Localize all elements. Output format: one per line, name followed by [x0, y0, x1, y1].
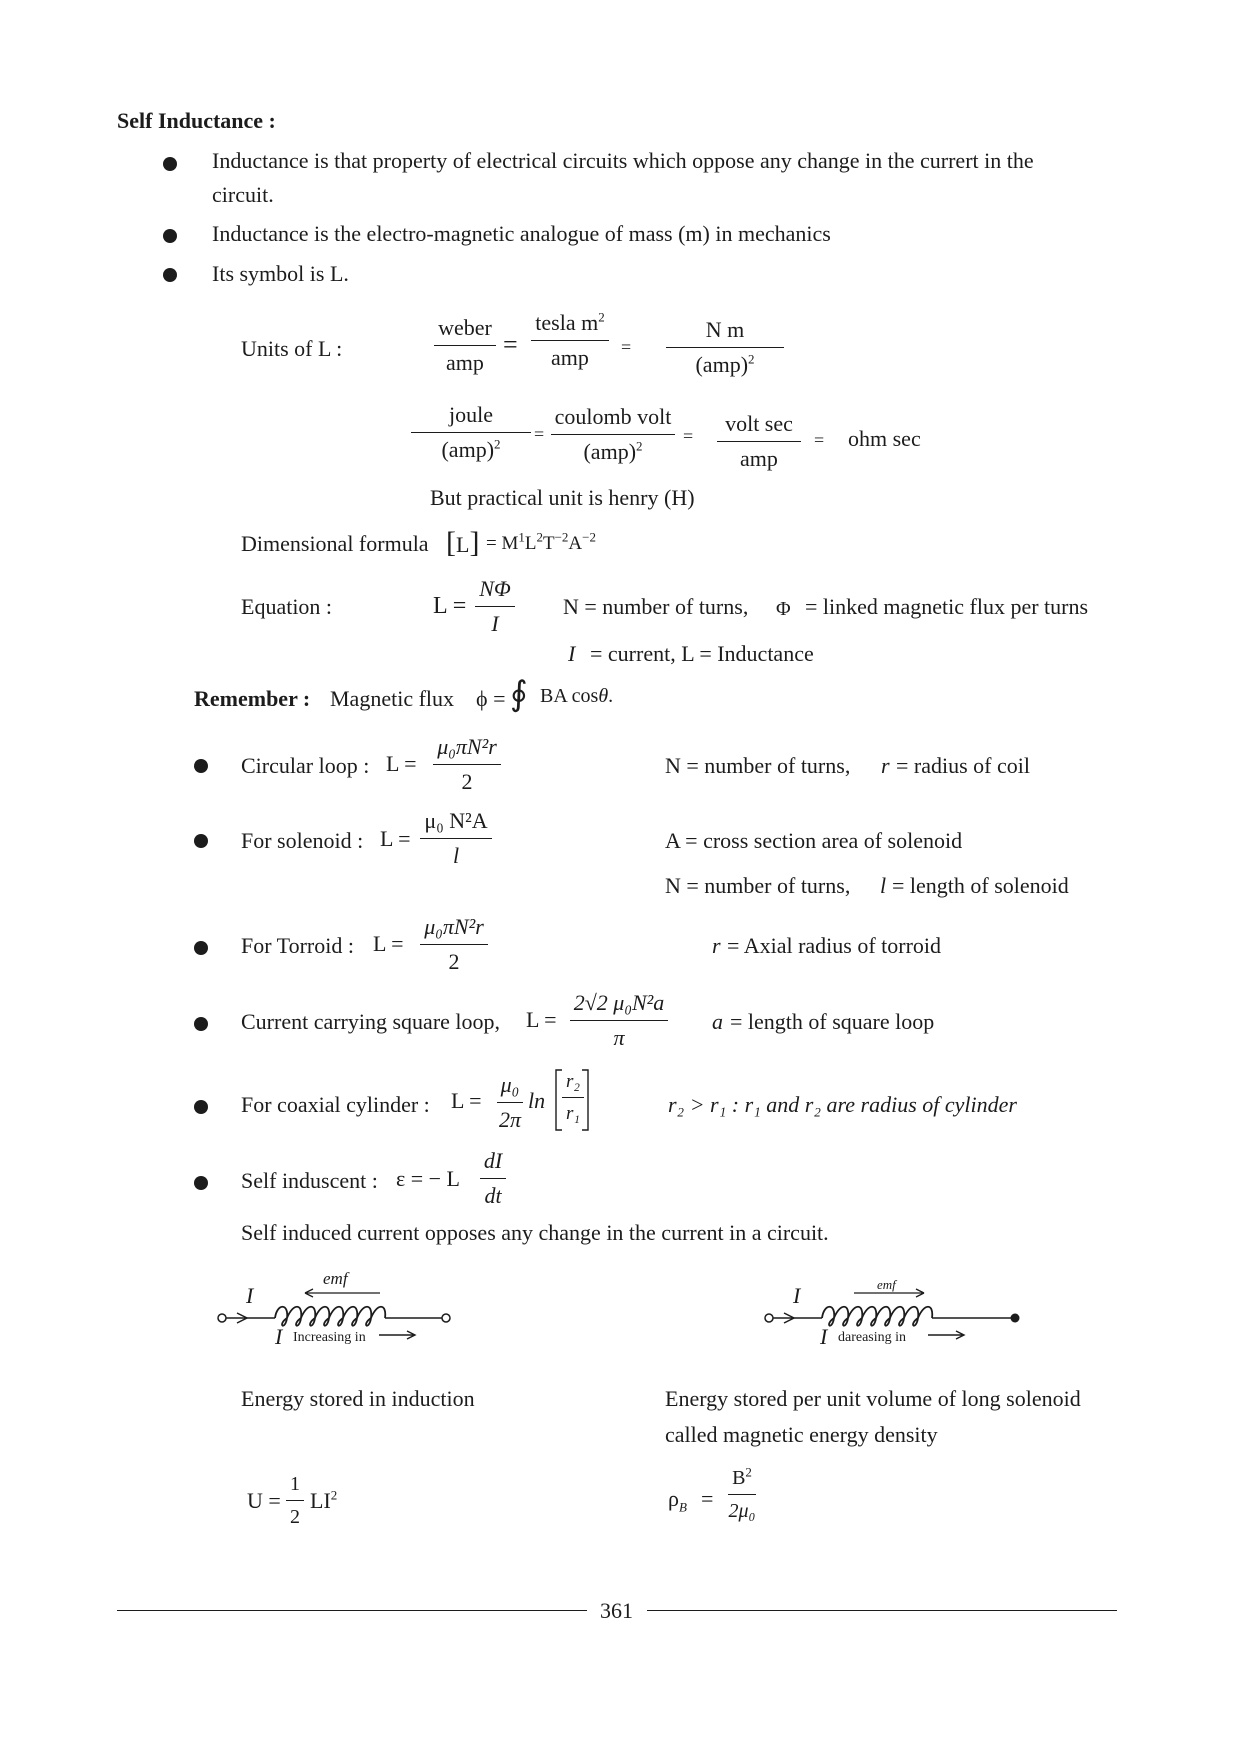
- energy-right-title-2: called magnetic energy density: [665, 1422, 938, 1447]
- frac-num: dI: [480, 1150, 506, 1179]
- frac-den: [437, 433, 504, 461]
- case-frac: [417, 810, 495, 867]
- frac-den: [691, 348, 758, 376]
- frac-num: μ₀ N²A: [420, 810, 491, 839]
- frac-den: [579, 435, 646, 463]
- bullet-dot: [194, 1017, 208, 1031]
- units-frac-weber: [432, 317, 498, 374]
- circuit-caption: dareasing in: [838, 1330, 907, 1345]
- case-note-b2: = length of solenoid: [892, 873, 1069, 898]
- energy-left-title: Energy stored in induction: [241, 1386, 475, 1411]
- bullet-dot: [163, 268, 177, 282]
- case-lhs: L =: [386, 751, 417, 776]
- equals-sign: =: [683, 426, 694, 446]
- sup: 2: [598, 309, 605, 325]
- energy-left-rhs: [310, 1487, 338, 1513]
- case-label: For coaxial cylinder :: [241, 1092, 430, 1117]
- case-note-2: = radius of coil: [896, 753, 1030, 778]
- practical-unit: But practical unit is henry (H): [430, 485, 695, 510]
- integral-symbol: ∮: [510, 676, 528, 713]
- frac-den: 2: [290, 1506, 300, 1528]
- case-frac: [475, 1150, 511, 1207]
- units-frac-nm: [666, 319, 784, 376]
- frac-num: μ₀πN²r: [420, 916, 488, 945]
- units-result: ohm sec: [848, 426, 921, 451]
- ln-symbol: ln: [528, 1088, 546, 1113]
- dot: .: [608, 685, 614, 707]
- case-lhs: L =: [380, 826, 411, 851]
- frac-num: N m: [666, 319, 785, 348]
- bullet-dot: [194, 1100, 208, 1114]
- amp-text: (amp): [583, 439, 637, 464]
- units-frac-joule: [411, 404, 531, 461]
- bracket-right: ]: [469, 526, 480, 559]
- dim-t: T: [542, 533, 555, 554]
- section-heading: Self Inductance :: [117, 108, 276, 133]
- case-frac: [491, 1074, 529, 1131]
- remember-label: Remember :: [194, 686, 311, 711]
- energy-left-frac: [283, 1474, 307, 1527]
- case-label: For Torroid :: [241, 933, 354, 958]
- bullet-dot: [194, 759, 208, 773]
- equation-legend-2: = current, L = Inductance: [590, 641, 814, 666]
- frac-num: joule: [411, 404, 531, 433]
- sup: −2: [582, 529, 596, 545]
- dim-lhs: L: [456, 532, 470, 557]
- frac-num: r₂: [562, 1072, 584, 1098]
- frac-num: μ₀: [497, 1074, 524, 1103]
- equation-legend-i: I: [568, 641, 576, 666]
- bullet-dot: [163, 229, 177, 243]
- li-text: LI: [310, 1488, 331, 1513]
- frac-den: π: [613, 1025, 625, 1050]
- frac-num: NΦ: [475, 578, 514, 607]
- tesla-text: tesla m: [535, 310, 599, 335]
- intro-bullet-1-cont: circuit.: [212, 182, 274, 207]
- units-frac-tesla: [528, 309, 612, 370]
- dimensional-label: Dimensional formula: [241, 531, 429, 556]
- case-label: Current carrying square loop,: [241, 1009, 501, 1034]
- sup: 2: [748, 351, 755, 367]
- frac-num: coulomb volt: [551, 406, 676, 435]
- equation-lhs: L =: [433, 593, 467, 619]
- case-note-a: a: [712, 1009, 723, 1034]
- frac-den: 2: [461, 769, 473, 794]
- circuit-caption-i: I: [820, 1324, 828, 1349]
- intro-bullet-2: Inductance is the electro-magnetic analogue of mass (m) in mechanics: [212, 221, 831, 246]
- case-frac: [410, 916, 498, 973]
- dimensional-rhs: [486, 529, 596, 554]
- equation-legend-1a: N = number of turns,: [563, 594, 749, 619]
- flux-expr: BA cos: [540, 685, 599, 707]
- sup: −2: [554, 529, 569, 545]
- dim-l: L: [524, 533, 537, 554]
- case-lhs: ε = − L: [396, 1166, 460, 1191]
- case-frac: [563, 992, 675, 1049]
- theta: θ: [598, 685, 609, 707]
- frac-den: dt: [484, 1183, 502, 1208]
- page-number: 361: [600, 1598, 633, 1623]
- frac-den: r₁: [566, 1103, 580, 1124]
- equals-sign: =: [814, 430, 825, 450]
- case-lhs: L =: [373, 931, 404, 956]
- case-note: N = number of turns,: [665, 753, 851, 778]
- circuit-caption: Increasing in: [293, 1330, 366, 1345]
- case-frac: [424, 736, 510, 793]
- sup: 2: [536, 529, 543, 545]
- circuit-caption-i: I: [275, 1324, 283, 1349]
- frac-den: amp: [740, 446, 778, 471]
- frac-den: amp: [446, 350, 484, 375]
- bullet-dot: [194, 834, 208, 848]
- case-label: For solenoid :: [241, 828, 364, 853]
- amp-text: (amp): [441, 437, 495, 462]
- sub: B: [678, 1499, 687, 1515]
- sup: 2: [330, 1487, 338, 1503]
- energy-right-title-1: Energy stored per unit volume of long solenoid: [665, 1386, 1081, 1411]
- case-note-b: N = number of turns,: [665, 873, 851, 898]
- frac-num: [728, 1464, 756, 1495]
- self-induced-note: Self induced current opposes any change in the current in a circuit.: [241, 1220, 829, 1245]
- energy-right-frac: [720, 1464, 764, 1522]
- case-note: = length of square loop: [730, 1009, 935, 1034]
- equation-legend-phi: Φ: [776, 598, 791, 620]
- sup: 1: [518, 529, 525, 545]
- bullet-dot: [194, 1176, 208, 1190]
- energy-right-lhs: [668, 1486, 687, 1515]
- dimensional-formula: [446, 528, 479, 558]
- dim-a: A: [568, 533, 583, 554]
- circuit-current-label: I: [246, 1283, 254, 1308]
- circuit-current-label: I: [793, 1283, 801, 1308]
- equation-frac: [472, 578, 518, 635]
- case-label: Self induscent :: [241, 1168, 378, 1193]
- intro-bullet-1: Inductance is that property of electrical circuits which oppose any change in the currert in the: [212, 148, 1034, 173]
- remember-phi: ϕ =: [476, 686, 506, 711]
- energy-left-lhs: U =: [247, 1488, 281, 1513]
- units-frac-coulomb: [553, 406, 673, 463]
- equals-sign: =: [534, 424, 545, 444]
- equals-sign: =: [621, 337, 632, 357]
- amp-text: (amp): [695, 352, 749, 377]
- bullet-dot: [194, 941, 208, 955]
- frac-den: 2: [448, 949, 460, 974]
- equation-legend-1b: = linked magnetic flux per turns: [805, 594, 1089, 619]
- frac-den: 2π: [498, 1107, 522, 1132]
- intro-bullet-3: Its symbol is L.: [212, 261, 349, 286]
- case-note: r₂ > r₁ : r₁ and r₂ are radius of cylinder: [668, 1092, 1017, 1117]
- case-note-r: r: [881, 753, 890, 778]
- sup: 2: [636, 438, 643, 454]
- footer-rule-left: [117, 1610, 587, 1611]
- frac-num: 2√2 μ₀N²a: [570, 992, 669, 1021]
- sup: 2: [745, 1464, 752, 1480]
- rho: ρ: [668, 1486, 679, 1511]
- case-label: Circular loop :: [241, 753, 370, 778]
- case-lhs: L =: [526, 1007, 557, 1032]
- b-text: B: [732, 1467, 746, 1489]
- circuit-emf-label: emf: [877, 1277, 896, 1292]
- ratio-frac: [560, 1072, 586, 1123]
- frac-num: [531, 309, 608, 341]
- circuit-emf-label: emf: [323, 1269, 348, 1288]
- case-note: A = cross section area of solenoid: [665, 828, 963, 853]
- frac-den: 2μ₀: [728, 1500, 756, 1522]
- case-lhs: L =: [451, 1088, 482, 1113]
- case-note-r: r: [712, 933, 721, 958]
- case-note-l: l: [880, 873, 887, 898]
- case-note: = Axial radius of torroid: [727, 933, 942, 958]
- frac-den: amp: [551, 345, 589, 370]
- bracket-left: [: [446, 526, 456, 559]
- frac-den: I: [491, 611, 499, 636]
- energy-right-eq: =: [701, 1486, 714, 1511]
- frac-den: l: [452, 843, 460, 868]
- bullet-dot: [163, 157, 177, 171]
- frac-num: 1: [286, 1474, 304, 1501]
- frac-num: volt sec: [717, 413, 801, 442]
- units-label: Units of L :: [241, 336, 343, 361]
- sup: 2: [494, 436, 501, 452]
- dim-m: = M: [486, 533, 519, 554]
- frac-num: weber: [434, 317, 496, 346]
- equation-label: Equation :: [241, 594, 333, 619]
- frac-num: μ₀πN²r: [433, 736, 501, 765]
- equals-sign: =: [503, 330, 518, 359]
- remember-expr: [540, 686, 613, 706]
- units-frac-voltsec: [712, 413, 806, 470]
- remember-text: Magnetic flux: [330, 686, 455, 711]
- footer-rule-right: [647, 1610, 1117, 1611]
